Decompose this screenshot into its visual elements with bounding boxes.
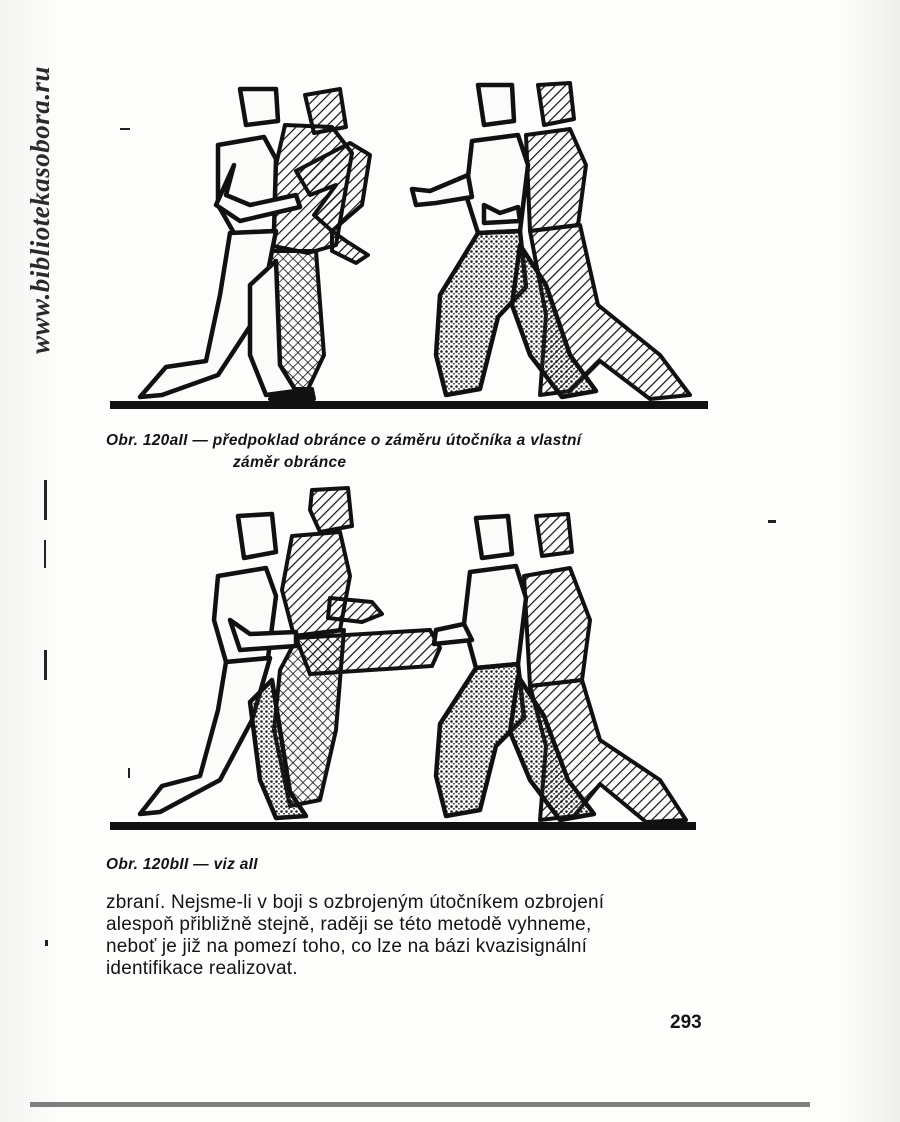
watermark: www.bibliotekasobora.ru xyxy=(25,65,55,355)
body-line: zbraní. Nejsme-li v boji s ozbrojeným útočníkem ozbrojení xyxy=(106,892,605,913)
figure-120b-illustration xyxy=(100,480,720,840)
scan-speck xyxy=(120,128,130,130)
figure-120a-caption-continued: záměr obránce xyxy=(233,454,347,471)
figure-120a-illustration xyxy=(100,55,720,420)
body-line: alespoň přibližně stejně, raději se této metodě vyhneme, xyxy=(106,914,592,935)
kicking-leg xyxy=(296,630,440,674)
ground-line xyxy=(110,401,708,409)
scan-bottom-edge xyxy=(30,1102,810,1107)
scan-speck xyxy=(44,480,47,520)
scan-speck xyxy=(44,540,46,568)
ground-line xyxy=(110,822,696,830)
page-number: 293 xyxy=(670,1012,702,1033)
figure-120b-caption: Obr. 120bII — viz aII xyxy=(106,856,258,873)
defender-figure xyxy=(268,89,370,399)
scan-speck xyxy=(768,520,776,523)
figure-120a-caption: Obr. 120aII — předpoklad obránce o záměru útočníka a vlastní xyxy=(106,432,582,449)
scan-speck xyxy=(128,768,130,778)
body-line: neboť je již na pomezí toho, co lze na bázi kvazisignální xyxy=(106,936,588,957)
body-line: identifikace realizovat. xyxy=(106,958,298,979)
body-paragraph xyxy=(106,892,726,980)
scan-speck xyxy=(45,940,48,946)
scan-speck xyxy=(44,650,47,680)
